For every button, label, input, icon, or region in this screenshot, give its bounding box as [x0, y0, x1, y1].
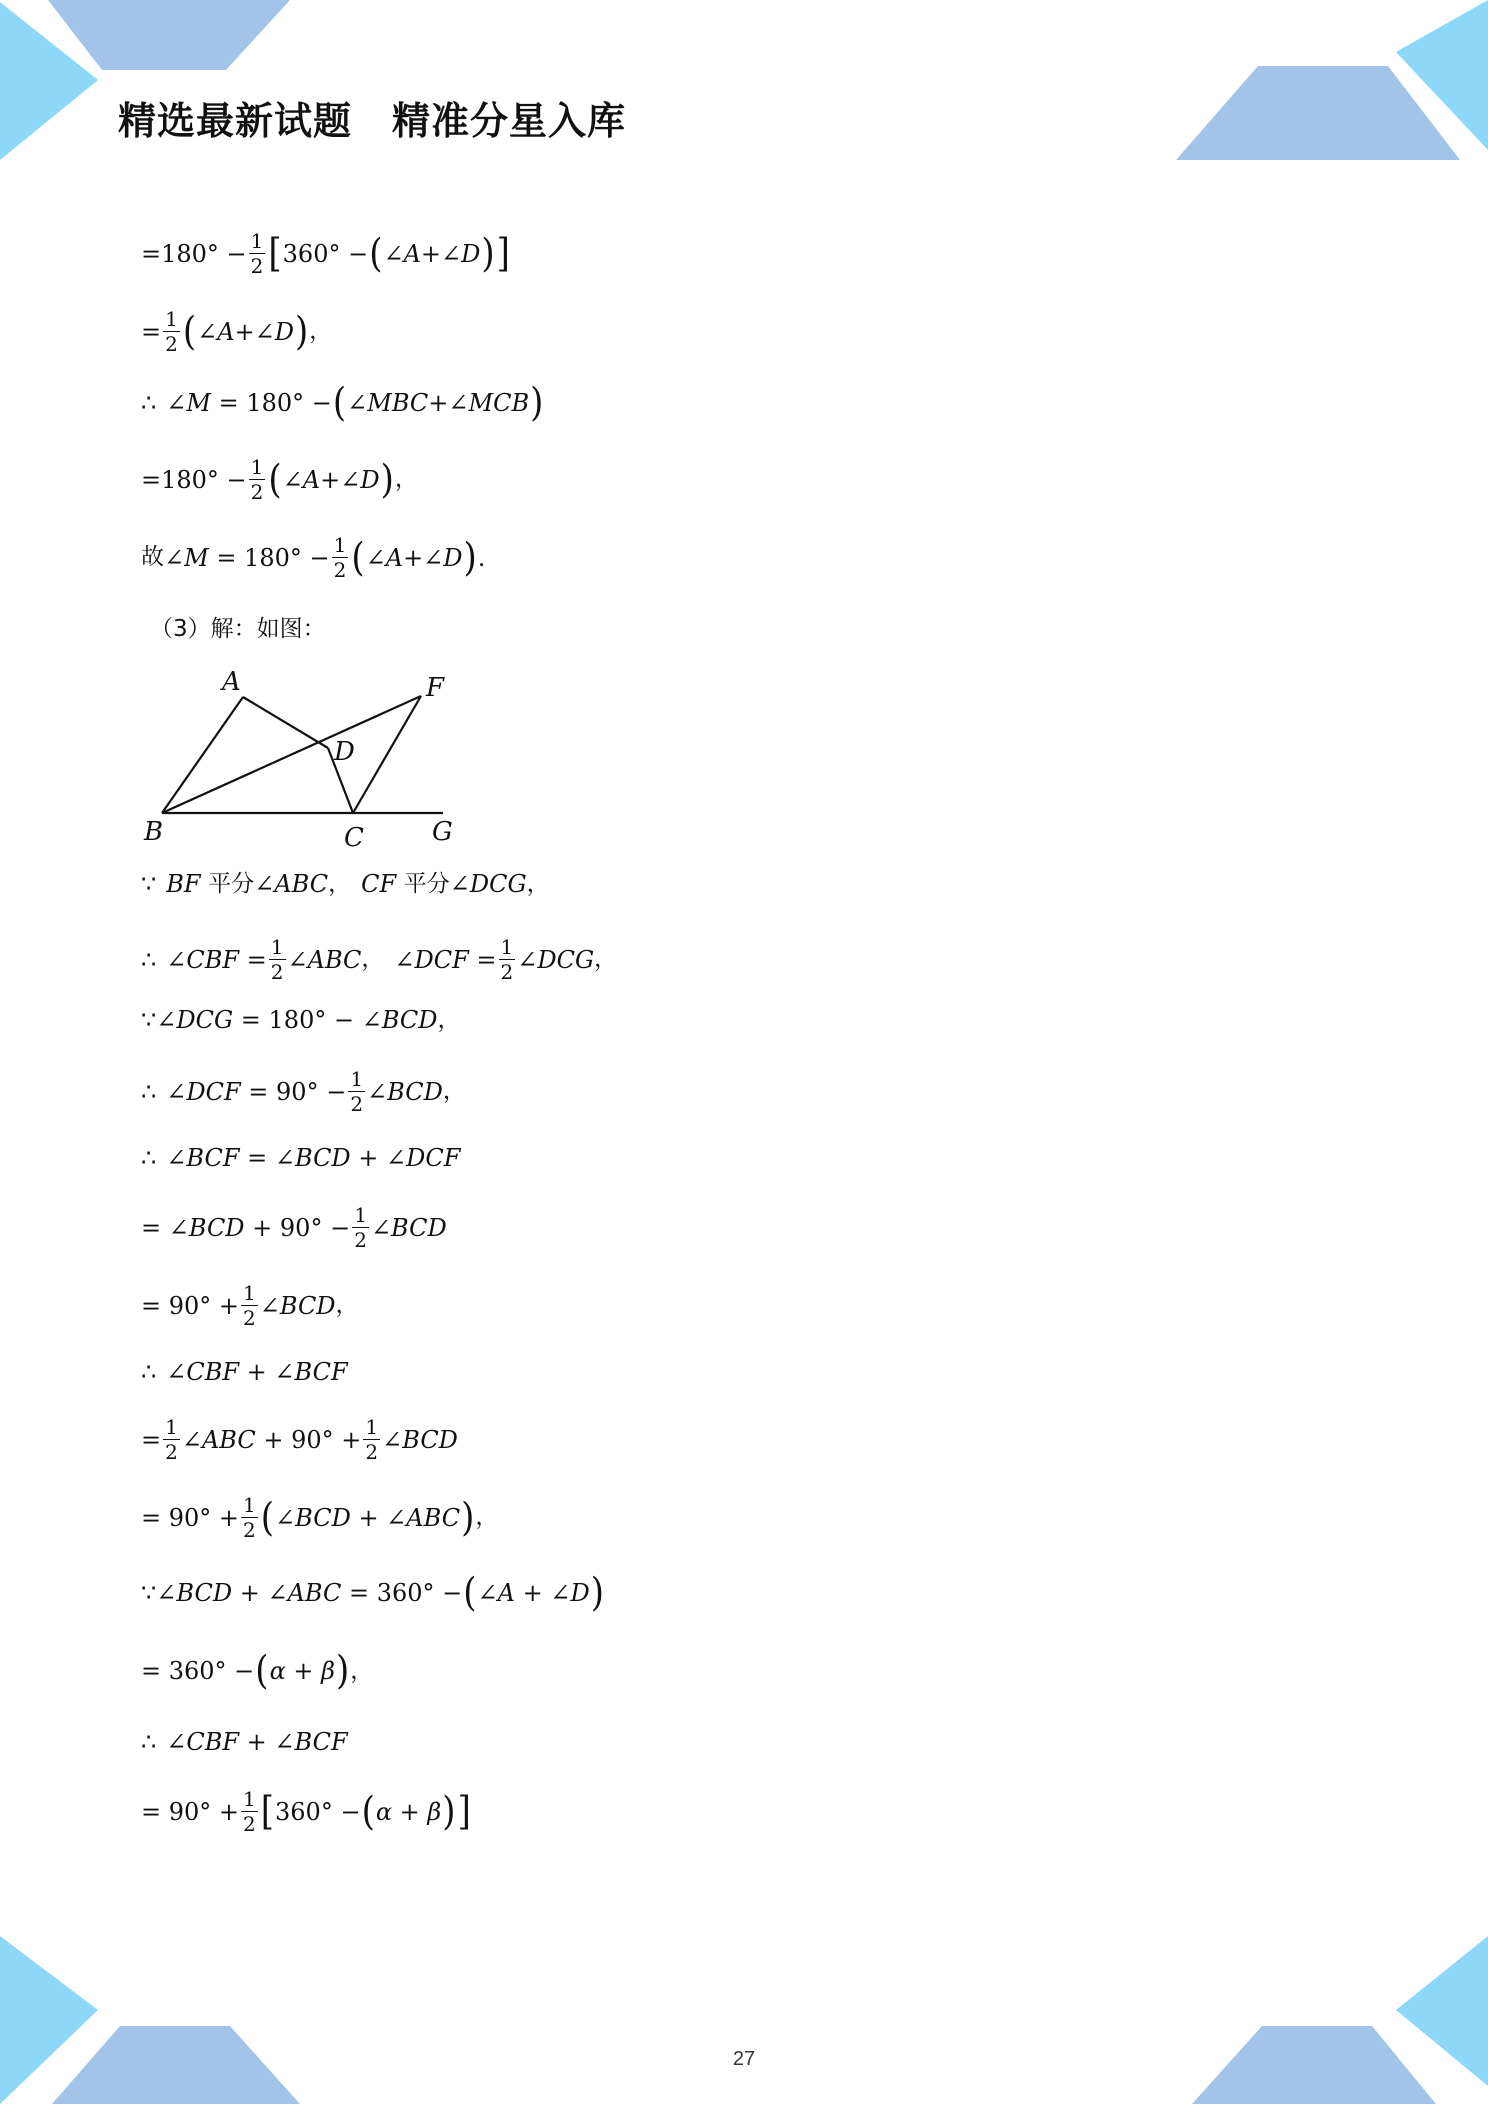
equation-line-19: = 90° + $\frac{1}{2}$ [ 360° − ( α + β ) ] [141, 1787, 471, 1836]
top-left-trapezoid [48, 0, 290, 70]
equation-line-2: = $\frac{1}{2}$ ( ∠ A +∠ D ) ， [141, 307, 333, 356]
equation-line-11: = ∠ BCD + 90° − $\frac{1}{2}$ ∠ BCD [141, 1203, 447, 1252]
label-C: C [344, 823, 364, 853]
page-header-title [118, 90, 626, 145]
header-title-part2: 精准分星入库 [392, 99, 627, 143]
segment-BF [162, 696, 421, 813]
equation-line-10: ∴ ∠ BCF = ∠ BCD + ∠ DCF [141, 1144, 461, 1172]
equation-line-5: 故 ∠ M = 180° − $\frac{1}{2}$ ( ∠ A +∠ D ) . [141, 533, 486, 582]
section-heading: （3）解：如图： [150, 616, 326, 642]
equation-line-8: ∵ ∠ DCG = 180° − ∠ BCD ， [141, 1006, 461, 1034]
label-D: D [334, 737, 355, 767]
geometry-figure [138, 660, 478, 860]
label-F: F [426, 673, 445, 703]
equation-line-4: =180° − $\frac{1}{2}$ ( ∠ A +∠ D ) ， [141, 455, 418, 504]
segment-AD [243, 697, 328, 748]
equation-line-3: ∴ ∠ M = 180° − ( ∠ MBC +∠ MCB ) [141, 380, 544, 426]
equation-line-17: = 360° − ( α + β ) ， [141, 1648, 374, 1694]
equation-line-16: ∵ ∠ BCD + ∠ ABC = 360° − ( ∠ A + ∠ D ) [141, 1570, 604, 1616]
top-right-trapezoid [1176, 66, 1460, 160]
equation-line-15: = 90° + $\frac{1}{2}$ ( ∠ BCD + ∠ ABC ) ， [141, 1493, 499, 1542]
equation-line-12: = 90° + $\frac{1}{2}$ ∠ BCD ， [141, 1281, 359, 1330]
equation-line-18: ∴ ∠ CBF + ∠ BCF [141, 1728, 348, 1756]
equation-line-14: = $\frac{1}{2}$ ∠ ABC + 90° + $\frac{1}{2}$ ∠ BCD [141, 1415, 458, 1464]
equation-line-9: ∴ ∠ DCF = 90° − $\frac{1}{2}$ ∠ BCD ， [141, 1067, 466, 1116]
label-A: A [222, 667, 241, 697]
label-B: B [144, 817, 164, 847]
header-title-part1: 精选最新试题 [118, 99, 353, 143]
equation-line-7: ∴ ∠ CBF = $\frac{1}{2}$ ∠ ABC ， ∠ DCF = $\frac{1}{2}$ ∠ DCG ， [141, 935, 618, 984]
label-G: G [432, 817, 453, 847]
equation-line-1: =180° − $\frac{1}{2}$ [ 360° − ( ∠ A +∠ D ) ] [141, 229, 510, 278]
segment-CF [353, 696, 421, 813]
equation-line-13: ∴ ∠ CBF + ∠ BCF [141, 1358, 348, 1386]
equation-line-6: ∵ BF 平分 ∠ ABC ， CF 平分 ∠ DCG ， [141, 870, 550, 898]
page-number: 27 [732, 2048, 756, 2070]
